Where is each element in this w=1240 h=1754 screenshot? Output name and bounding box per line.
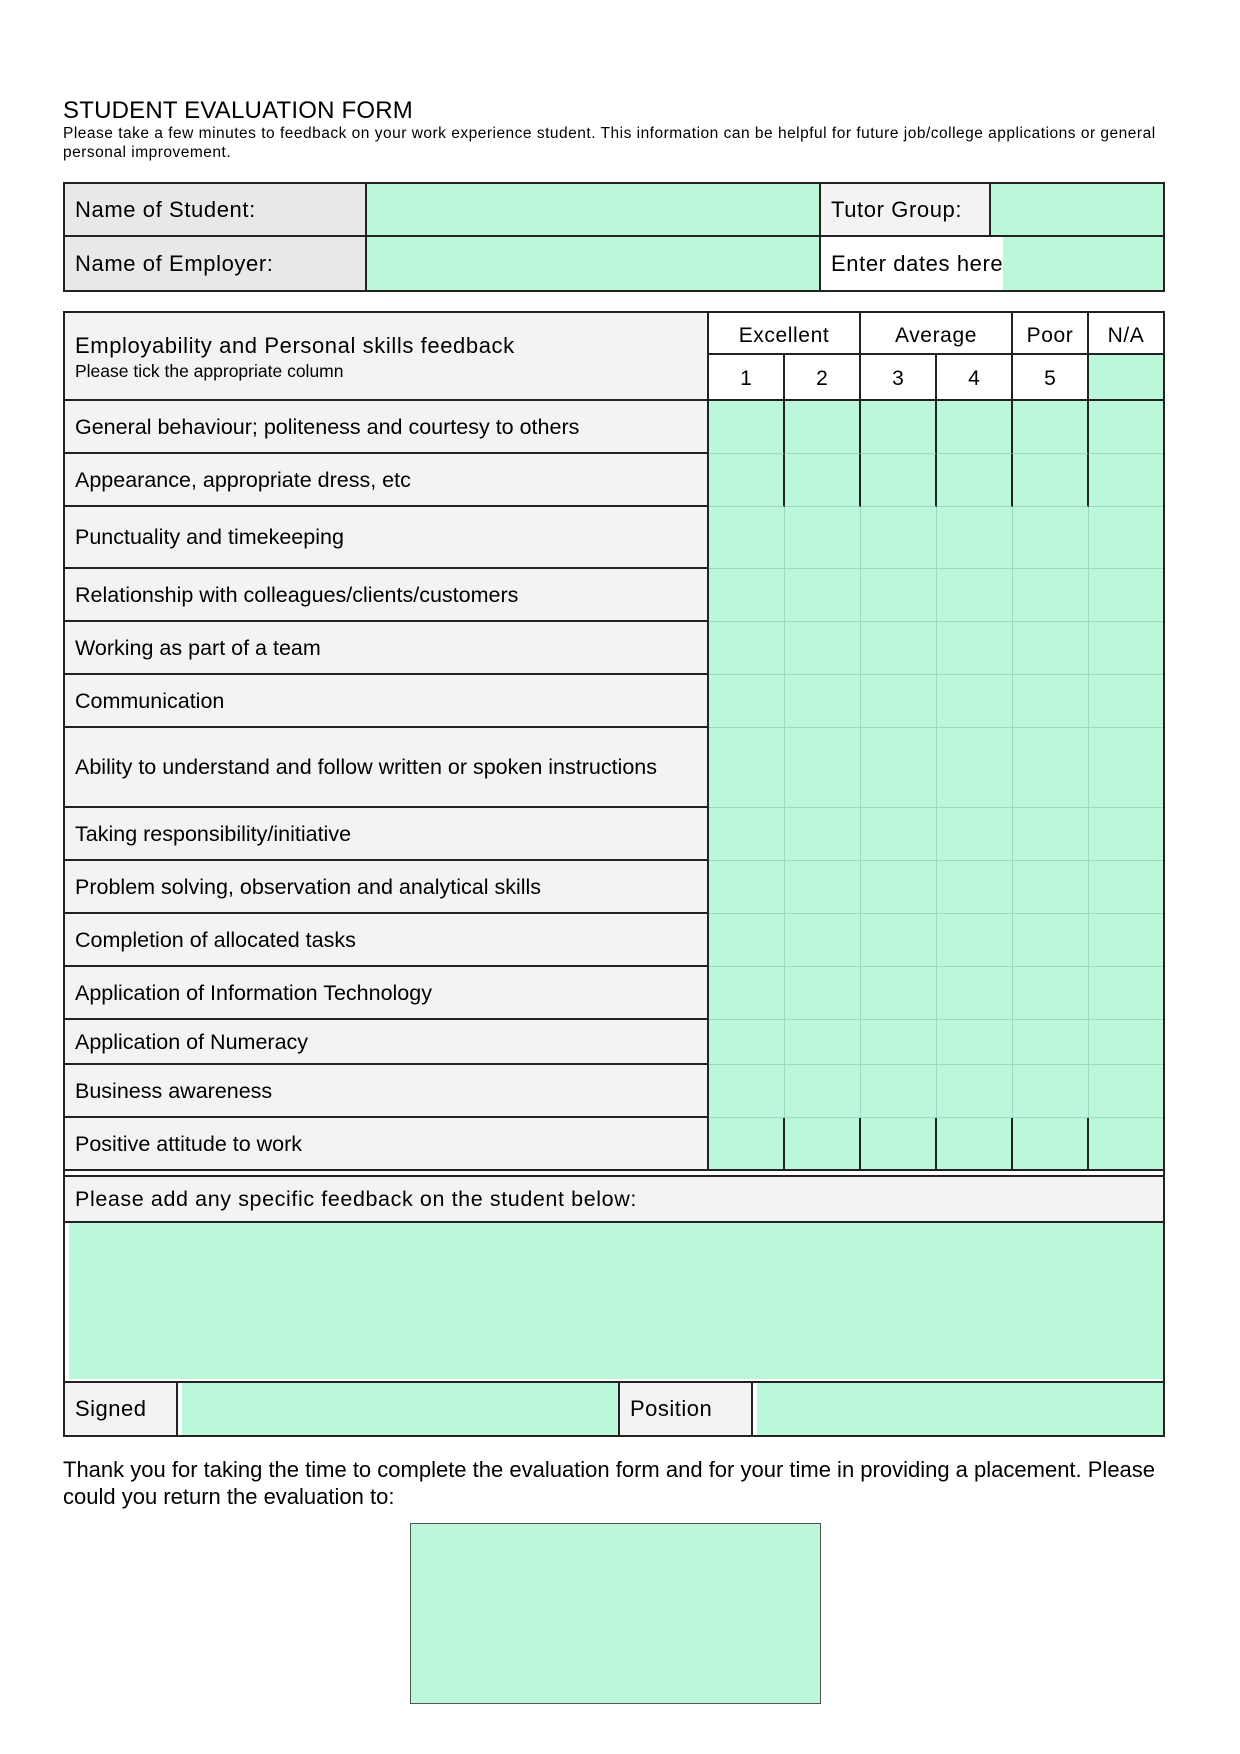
- tutor-group-input[interactable]: [991, 184, 1163, 237]
- student-name-label: Name of Student:: [65, 184, 367, 237]
- rating-cell-5[interactable]: [1013, 507, 1089, 569]
- rating-cell-1[interactable]: [709, 675, 785, 728]
- skills-header-title: Employability and Personal skills feedback: [75, 333, 515, 358]
- rating-cell-1[interactable]: [709, 622, 785, 675]
- column-number-5: 5: [1013, 355, 1089, 401]
- intro-text: Please take a few minutes to feedback on your work experience student. This information can be helpful for future job/college applications or general personal improvement.: [63, 125, 1156, 161]
- tutor-group-label: Tutor Group:: [821, 184, 991, 237]
- rating-cell-1[interactable]: [709, 1118, 785, 1171]
- column-group-poor: Poor: [1013, 313, 1089, 355]
- rating-cell-na[interactable]: [1089, 507, 1163, 569]
- rating-cell-3[interactable]: [861, 914, 937, 967]
- skill-row-label: Ability to understand and follow written or spoken instructions: [65, 728, 709, 808]
- column-number-3: 3: [861, 355, 937, 401]
- rating-cell-na[interactable]: [1089, 808, 1163, 861]
- dates-input[interactable]: Enter dates here: [821, 237, 1163, 290]
- rating-cell-5[interactable]: [1013, 861, 1089, 914]
- rating-cell-na[interactable]: [1089, 1020, 1163, 1065]
- rating-cell-na[interactable]: [1089, 1065, 1163, 1118]
- rating-cell-na[interactable]: [1089, 1118, 1163, 1171]
- rating-cell-1[interactable]: [709, 808, 785, 861]
- rating-cell-5[interactable]: [1013, 1020, 1089, 1065]
- rating-cell-3[interactable]: [861, 507, 937, 569]
- skill-row-label: Relationship with colleagues/clients/customers: [65, 569, 709, 622]
- skill-row-label: General behaviour; politeness and courtesy to others: [65, 401, 709, 454]
- signed-label: Signed: [65, 1383, 178, 1435]
- rating-cell-2[interactable]: [785, 507, 861, 569]
- column-na-blank: [1089, 355, 1163, 401]
- rating-cell-2[interactable]: [785, 728, 861, 808]
- rating-cell-3[interactable]: [861, 401, 937, 454]
- rating-cell-4[interactable]: [937, 401, 1013, 454]
- rating-cell-1[interactable]: [709, 569, 785, 622]
- rating-cell-2[interactable]: [785, 569, 861, 622]
- rating-cell-1[interactable]: [709, 728, 785, 808]
- rating-cell-1[interactable]: [709, 454, 785, 507]
- rating-cell-4[interactable]: [937, 1118, 1013, 1171]
- rating-cell-2[interactable]: [785, 675, 861, 728]
- rating-cell-3[interactable]: [861, 1020, 937, 1065]
- rating-cell-4[interactable]: [937, 675, 1013, 728]
- rating-cell-4[interactable]: [937, 1020, 1013, 1065]
- rating-cell-5[interactable]: [1013, 914, 1089, 967]
- rating-cell-4[interactable]: [937, 861, 1013, 914]
- skill-row-label: Completion of allocated tasks: [65, 914, 709, 967]
- skill-row-label: Business awareness: [65, 1065, 709, 1118]
- employer-name-label: Name of Employer:: [65, 237, 367, 290]
- rating-cell-3[interactable]: [861, 967, 937, 1020]
- rating-cell-na[interactable]: [1089, 454, 1163, 507]
- rating-cell-4[interactable]: [937, 1065, 1013, 1118]
- rating-cell-na[interactable]: [1089, 967, 1163, 1020]
- feedback-label: Please add any specific feedback on the student below:: [65, 1177, 1163, 1223]
- rating-cell-5[interactable]: [1013, 728, 1089, 808]
- rating-cell-na[interactable]: [1089, 401, 1163, 454]
- column-group-excellent: Excellent: [709, 313, 861, 355]
- student-name-input[interactable]: [367, 184, 821, 237]
- rating-cell-na[interactable]: [1089, 675, 1163, 728]
- feedback-section: [63, 1175, 1165, 1437]
- rating-cell-5[interactable]: [1013, 454, 1089, 507]
- rating-cell-3[interactable]: [861, 675, 937, 728]
- column-number-1: 1: [709, 355, 785, 401]
- rating-cell-2[interactable]: [785, 861, 861, 914]
- skills-header-subtitle: Please tick the appropriate column: [75, 361, 344, 381]
- rating-cell-4[interactable]: [937, 967, 1013, 1020]
- rating-cell-5[interactable]: [1013, 1065, 1089, 1118]
- feedback-textarea[interactable]: [69, 1223, 1163, 1379]
- student-info-table: [63, 182, 1165, 292]
- skill-row-label: Appearance, appropriate dress, etc: [65, 454, 709, 507]
- rating-cell-2[interactable]: [785, 1065, 861, 1118]
- rating-cell-4[interactable]: [937, 454, 1013, 507]
- signature-row: [65, 1381, 1163, 1435]
- rating-cell-4[interactable]: [937, 808, 1013, 861]
- rating-cell-3[interactable]: [861, 728, 937, 808]
- rating-cell-na[interactable]: [1089, 728, 1163, 808]
- rating-cell-5[interactable]: [1013, 675, 1089, 728]
- rating-cell-3[interactable]: [861, 569, 937, 622]
- rating-cell-5[interactable]: [1013, 967, 1089, 1020]
- rating-cell-3[interactable]: [861, 1065, 937, 1118]
- column-number-4: 4: [937, 355, 1013, 401]
- employer-name-input[interactable]: [367, 237, 821, 290]
- skill-row-label: Working as part of a team: [65, 622, 709, 675]
- return-address-box[interactable]: [410, 1523, 821, 1704]
- rating-cell-1[interactable]: [709, 1020, 785, 1065]
- rating-cell-4[interactable]: [937, 914, 1013, 967]
- position-label: Position: [620, 1383, 753, 1435]
- rating-cell-4[interactable]: [937, 569, 1013, 622]
- rating-cell-2[interactable]: [785, 967, 861, 1020]
- skill-row-label: Taking responsibility/initiative: [65, 808, 709, 861]
- rating-cell-5[interactable]: [1013, 569, 1089, 622]
- thank-you-text: Thank you for taking the time to complete the evaluation form and for your time in providing a placement. Please could you return the evaluation to:: [63, 1457, 1156, 1509]
- rating-cell-na[interactable]: [1089, 622, 1163, 675]
- rating-cell-na[interactable]: [1089, 914, 1163, 967]
- rating-cell-na[interactable]: [1089, 569, 1163, 622]
- rating-cell-4[interactable]: [937, 507, 1013, 569]
- skill-row-label: Punctuality and timekeeping: [65, 507, 709, 569]
- page-title: STUDENT EVALUATION FORM: [63, 97, 413, 124]
- rating-cell-2[interactable]: [785, 454, 861, 507]
- skills-header: [65, 313, 709, 401]
- rating-cell-5[interactable]: [1013, 401, 1089, 454]
- position-input[interactable]: [757, 1383, 1163, 1435]
- rating-cell-na[interactable]: [1089, 861, 1163, 914]
- skill-row-label: Application of Numeracy: [65, 1020, 709, 1065]
- rating-cell-3[interactable]: [861, 808, 937, 861]
- rating-cell-2[interactable]: [785, 622, 861, 675]
- rating-cell-5[interactable]: [1013, 622, 1089, 675]
- rating-cell-1[interactable]: [709, 401, 785, 454]
- rating-cell-1[interactable]: [709, 861, 785, 914]
- rating-cell-4[interactable]: [937, 728, 1013, 808]
- rating-cell-1[interactable]: [709, 507, 785, 569]
- rating-cell-3[interactable]: [861, 622, 937, 675]
- rating-cell-2[interactable]: [785, 808, 861, 861]
- signed-input[interactable]: [182, 1383, 620, 1435]
- rating-cell-5[interactable]: [1013, 1118, 1089, 1171]
- rating-cell-1[interactable]: [709, 1065, 785, 1118]
- skill-row-label: Positive attitude to work: [65, 1118, 709, 1171]
- rating-cell-3[interactable]: [861, 861, 937, 914]
- column-group-na: N/A: [1089, 313, 1163, 355]
- column-number-2: 2: [785, 355, 861, 401]
- rating-cell-3[interactable]: [861, 1118, 937, 1171]
- rating-cell-2[interactable]: [785, 914, 861, 967]
- skill-row-label: Communication: [65, 675, 709, 728]
- rating-cell-2[interactable]: [785, 1118, 861, 1171]
- skill-row-label: Application of Information Technology: [65, 967, 709, 1020]
- rating-cell-1[interactable]: [709, 967, 785, 1020]
- skill-row-label: Problem solving, observation and analytical skills: [65, 861, 709, 914]
- skills-table: [63, 311, 1165, 1211]
- rating-cell-3[interactable]: [861, 454, 937, 507]
- rating-cell-5[interactable]: [1013, 808, 1089, 861]
- column-group-average: Average: [861, 313, 1013, 355]
- rating-cell-2[interactable]: [785, 1020, 861, 1065]
- rating-cell-4[interactable]: [937, 622, 1013, 675]
- rating-cell-1[interactable]: [709, 914, 785, 967]
- rating-cell-2[interactable]: [785, 401, 861, 454]
